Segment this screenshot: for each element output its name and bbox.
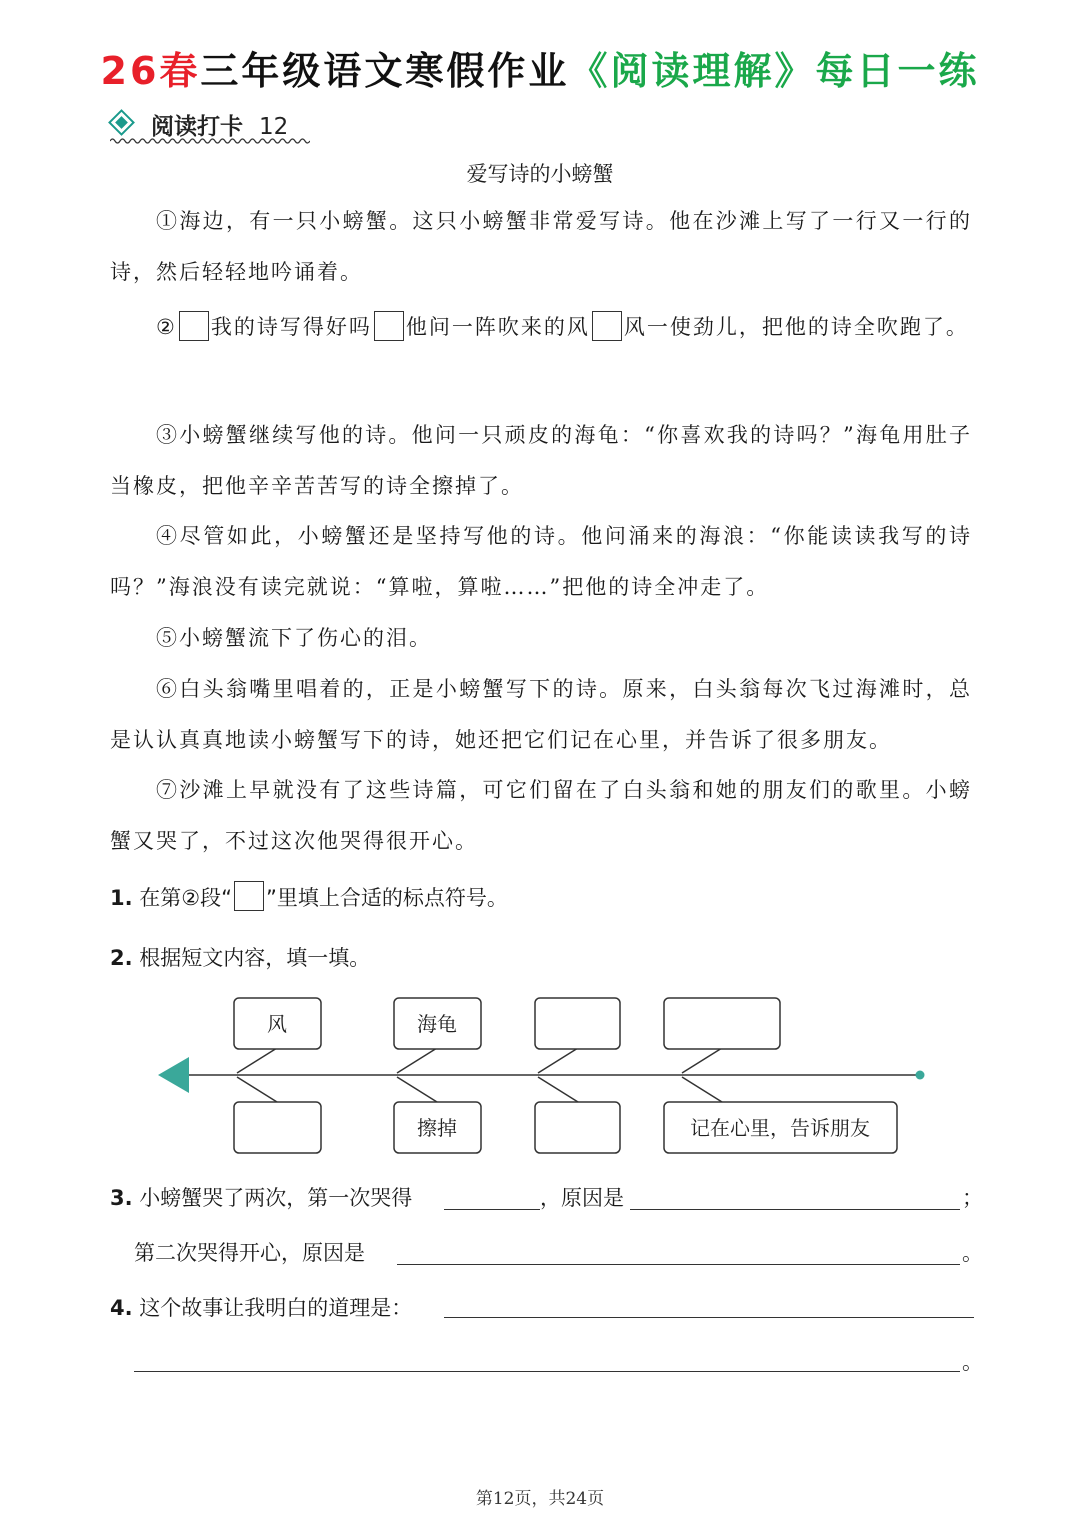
question-3 xyxy=(110,1182,412,1212)
question-2-text: 根据短文内容，填一填。 xyxy=(139,946,371,970)
paragraph-5: ⑤小螃蟹流下了伤心的泪。 xyxy=(156,626,432,650)
section-label: 阅读打卡 xyxy=(151,114,243,140)
bottom-box-3[interactable] xyxy=(535,1102,620,1153)
page-header xyxy=(0,40,1080,95)
page-footer: 第12页，共24页 xyxy=(475,1489,605,1509)
header-grade-title: 三年级语文寒假作业 xyxy=(200,49,570,93)
paragraph-2-number: ② xyxy=(156,315,177,339)
question-3-text-b: ，原因是 xyxy=(540,1186,624,1210)
paragraph-2 xyxy=(110,302,972,353)
question-1-box xyxy=(234,881,264,911)
question-1 xyxy=(110,882,508,914)
answer-line-q3-feeling[interactable] xyxy=(444,1209,540,1210)
spine-end-dot xyxy=(916,1071,925,1080)
bottom-box-1[interactable] xyxy=(234,1102,321,1153)
bottom-box-4-text: 记在心里，告诉朋友 xyxy=(690,1116,870,1140)
answer-line-q3-reason2[interactable] xyxy=(397,1264,960,1265)
paragraph-2-seg1: 我的诗写得好吗 xyxy=(210,315,372,339)
header-season: 26春 xyxy=(100,49,201,93)
question-3-line2: 第二次哭得开心，原因是 xyxy=(134,1241,365,1265)
arrow-head-icon xyxy=(158,1057,189,1093)
answer-line-q4-2[interactable] xyxy=(134,1371,960,1372)
question-2 xyxy=(110,942,370,972)
paragraph-2-seg3: 风一使劲儿，把他的诗全吹跑了。 xyxy=(623,315,969,339)
question-3-end2: 。 xyxy=(962,1241,983,1265)
paragraph-6: ⑥白头翁嘴里唱着的，正是小螃蟹写下的诗。原来，白头翁每次飞过海滩时，总是认认真真地读小螃蟹写下的诗，她还把它们记在心里，并告诉了很多朋友。 xyxy=(110,677,972,752)
top-box-2-text: 海龟 xyxy=(417,1012,457,1036)
question-4-end: 。 xyxy=(962,1350,983,1374)
paragraph-7: ⑦沙滩上早就没有了这些诗篇，可它们留在了白头翁和她的朋友们的歌里。小螃蟹又哭了，不过这次他哭得很开心。 xyxy=(110,778,972,853)
question-3-number: 3. xyxy=(110,1186,133,1210)
paragraph-1: ①海边，有一只小螃蟹。这只小螃蟹非常爱写诗。他在沙滩上写了一行又一行的诗，然后轻轻地吟诵着。 xyxy=(110,209,972,284)
paragraph-3: ③小螃蟹继续写他的诗。他问一只顽皮的海龟：“你喜欢我的诗吗？”海龟用肚子当橡皮，把他辛辛苦苦写的诗全擦掉了。 xyxy=(110,423,972,498)
top-box-4[interactable] xyxy=(664,998,780,1049)
bottom-box-2-text: 擦掉 xyxy=(417,1116,457,1140)
story-title: 爱写诗的小螃蟹 xyxy=(466,162,614,186)
punctuation-blank-1[interactable] xyxy=(179,311,209,341)
question-2-number: 2. xyxy=(110,946,133,970)
fishbone-diagram xyxy=(0,985,1080,1165)
question-4 xyxy=(110,1292,412,1322)
question-1-after: ”里填上合适的标点符号。 xyxy=(266,886,508,910)
question-1-number: 1. xyxy=(110,886,133,910)
answer-line-q4-1[interactable] xyxy=(444,1317,974,1318)
answer-line-q3-reason1[interactable] xyxy=(630,1209,960,1210)
top-box-1-text: 风 xyxy=(267,1012,287,1036)
punctuation-blank-2[interactable] xyxy=(374,311,404,341)
punctuation-blank-3[interactable] xyxy=(592,311,622,341)
top-box-3[interactable] xyxy=(535,998,620,1049)
question-4-number: 4. xyxy=(110,1296,133,1320)
question-3-text-a: 小螃蟹哭了两次，第一次哭得 xyxy=(139,1186,413,1210)
diamond-icon xyxy=(108,109,135,136)
section-number: 12 xyxy=(259,114,289,140)
paragraph-4: ④尽管如此，小螃蟹还是坚持写他的诗。他问涌来的海浪：“你能读读我写的诗吗？”海浪没有读完就说：“算啦，算啦……”把他的诗全冲走了。 xyxy=(110,524,972,599)
wavy-underline xyxy=(110,137,310,145)
question-3-end1: ； xyxy=(962,1186,983,1210)
question-4-text: 这个故事让我明白的道理是： xyxy=(139,1296,413,1320)
question-1-before: 在第②段“ xyxy=(139,886,232,910)
paragraph-2-seg2: 他问一阵吹来的风 xyxy=(405,315,590,339)
header-book-title: 《阅读理解》每日一练 xyxy=(569,49,980,93)
